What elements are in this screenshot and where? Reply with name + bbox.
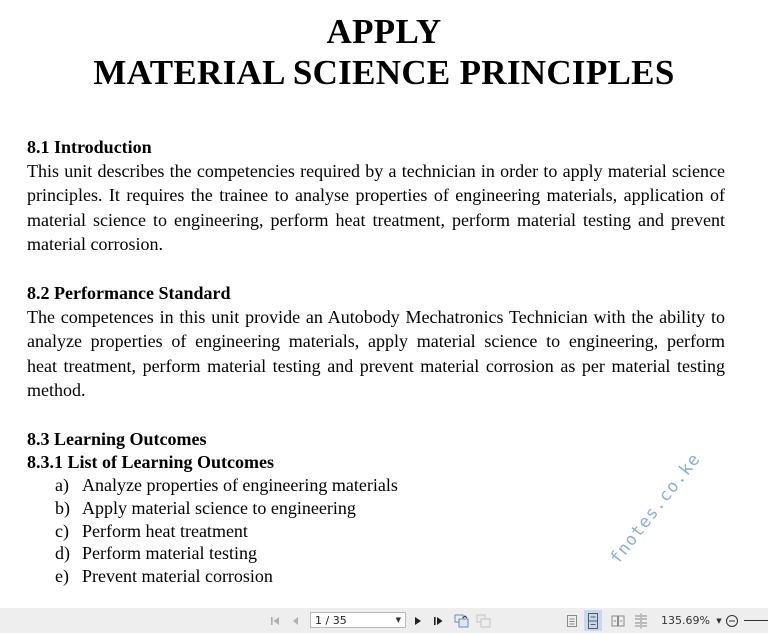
list-marker: a) [55,475,69,495]
zoom-out-icon [725,614,739,628]
section-heading: 8.2 Performance Standard [27,283,231,303]
last-page-icon [432,616,444,626]
facing-view-icon [611,615,625,627]
next-page-button[interactable] [411,608,425,633]
first-page-icon [270,616,282,626]
list-marker: d) [55,543,70,564]
section-performance-standard [27,282,727,402]
next-view-button[interactable] [475,608,493,633]
list-marker: e) [55,566,69,587]
list-item [55,542,727,565]
list-item-text: Perform material testing [82,543,257,564]
list-item [55,497,727,520]
zoom-slider-track[interactable] [744,620,768,621]
list-marker: c) [55,520,69,541]
section-introduction [27,136,727,256]
paragraph-line: The competences in this unit provide an Autobody Mechatronics Technician with the ability to [27,307,725,327]
previous-page-icon [291,616,301,626]
previous-view-button[interactable] [453,608,471,633]
zoom-slider[interactable] [744,608,768,633]
single-page-view-icon [566,614,578,628]
section-learning-outcomes [27,428,727,588]
page-number-input[interactable] [310,612,406,628]
list-item [55,520,727,543]
list-item-text: Perform heat treatment [82,520,248,541]
previous-view-icon [454,614,470,628]
zoom-out-button[interactable] [724,608,740,633]
list-item-text: Apply material science to engineering [82,497,356,518]
single-page-view-button[interactable] [564,608,580,633]
document-title-line-2: MATERIAL SCIENCE PRINCIPLES [93,53,675,92]
next-page-icon [413,616,423,626]
zoom-level-select[interactable] [661,608,710,633]
paragraph-line: principles. It requires the trainee to analyse properties of engineering materials, application of [27,185,725,206]
section-paragraph [27,159,725,256]
list-item [55,474,727,497]
learning-outcomes-list [55,474,727,588]
watermark: fnotes.co.ke [606,449,706,568]
section-paragraph [27,305,725,402]
zoom-level-value: 135.69% [661,614,710,627]
section-heading: 8.3 Learning Outcomes [27,429,207,449]
first-page-button[interactable] [268,608,284,633]
continuous-facing-view-button[interactable] [632,608,650,633]
facing-view-button[interactable] [609,608,627,633]
section-subheading: 8.3.1 List of Learning Outcomes [27,452,274,472]
paragraph-line: heat treatment, perform material testing and prevent material corrosion as per material testing [27,355,725,376]
page-dropdown-arrow-icon[interactable]: ▼ [395,616,401,624]
continuous-view-icon [587,613,599,629]
paragraph-line: material corrosion. [27,233,163,254]
continuous-view-button[interactable] [584,610,602,631]
next-view-icon [476,614,492,628]
paragraph-line: analyze properties of engineering materials, apply material science to engineering, perform [27,331,725,352]
list-item-text: Analyze properties of engineering materials [82,475,398,495]
document-title-line-1: APPLY [326,12,442,51]
continuous-facing-view-icon [634,613,648,629]
page-indicator: 1 / 35 [315,613,347,627]
paragraph-line: material science to engineering, perform heat treatment, perform material testing and prevent [27,209,725,230]
section-heading: 8.1 Introduction [27,137,152,157]
paragraph-line: method. [27,379,86,400]
last-page-button[interactable] [430,608,446,633]
paragraph-line: This unit describes the competencies required by a technician in order to apply material science [27,161,725,181]
zoom-dropdown-arrow-icon[interactable]: ▼ [716,616,722,625]
list-item [55,565,727,588]
bottom-toolbar [0,608,768,633]
previous-page-button[interactable] [289,608,303,633]
list-item-text: Prevent material corrosion [82,566,273,587]
list-marker: b) [55,497,70,518]
